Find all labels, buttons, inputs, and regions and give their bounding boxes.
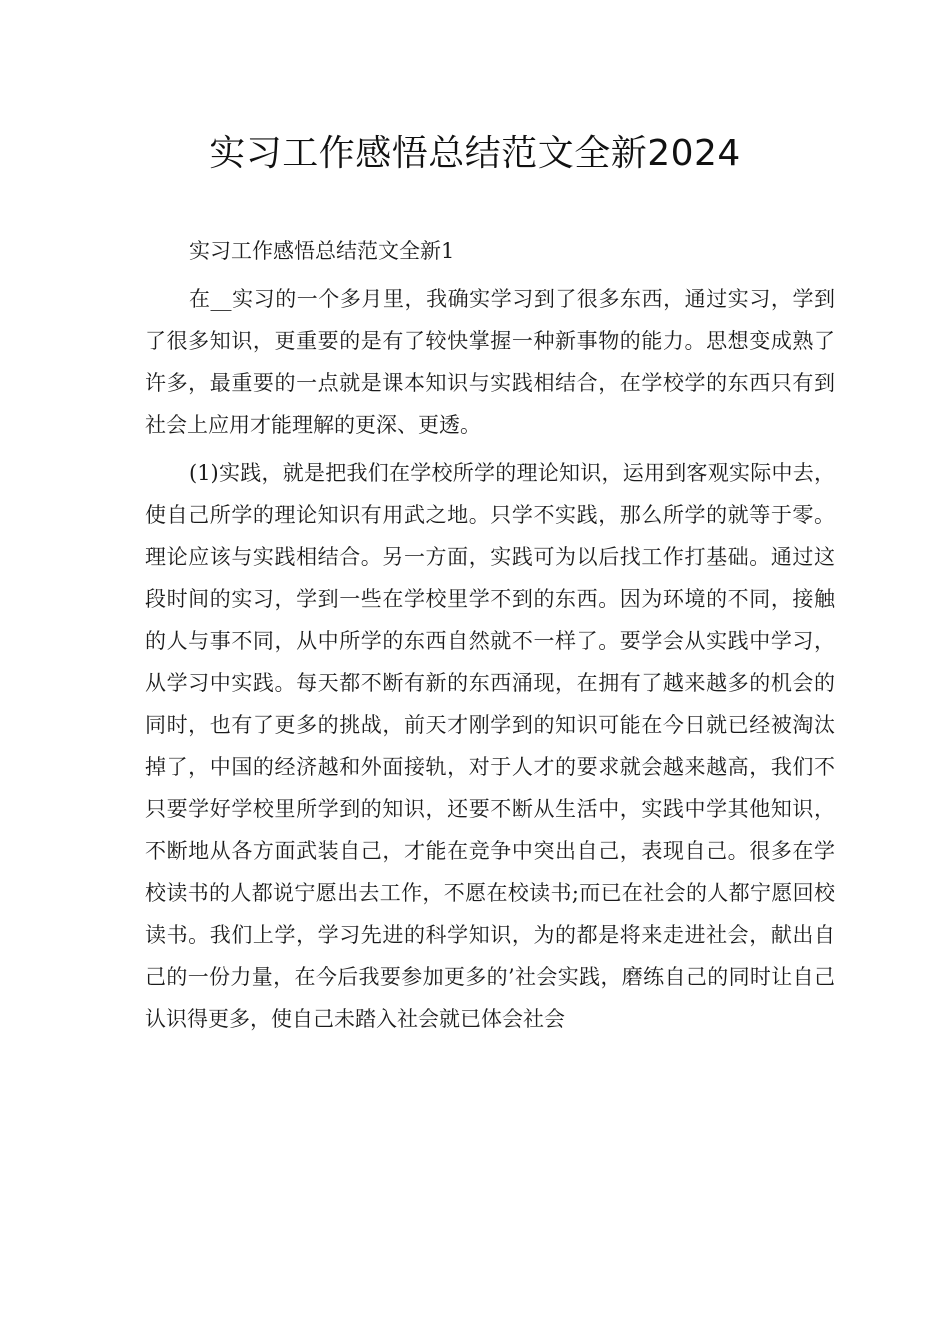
section-heading: 实习工作感悟总结范文全新1 xyxy=(189,239,455,263)
document-title: 实习工作感悟总结范文全新2024 xyxy=(209,133,741,174)
paragraph-2: (1)实践，就是把我们在学校所学的理论知识，运用到客观实际中去，使自己所学的理论知识有用武之地。只学不实践，那么所学的就等于零。理论应该与实践相结合。另一方面，实践可为以后找工作打基础。通过这段时间的实习，学到一些在学校里学不到的东西。因为环境的不同，接触的人与事不同，从中所学的东西自然就不一样了。要学会从实践中学习，从学习中实践。每天都不断有新的东西涌现，在拥有了越来越多的机会的同时，也有了更多的挑战，前天才刚学到的知识可能在今日就已经被淘汰掉了，中国的经济越和外面接轨，对于人才的要求就会越来越高，我们不只要学好学校里所学到的知识，还要不断从生活中，实践中学其他知识，不断地从各方面武装自己，才能在竞争中突出自己，表现自己。很多在学校读书的人都说宁愿出去工作，不愿在校读书;而已在社会的人都宁愿回校读书。我们上学，学习先进的科学知识，为的都是将来走进社会，献出自己的一份力量，在今后我要参加更多的’社会实践，磨练自己的同时让自己认识得更多，使自己未踏入社会就已体会社会 xyxy=(145,461,835,1031)
document-body xyxy=(145,230,835,1046)
paragraph-1: 在__实习的一个多月里，我确实学习到了很多东西，通过实习，学到了很多知识，更重要的是有了较快掌握一种新事物的能力。思想变成熟了许多，最重要的一点就是课本知识与实践相结合，在学校学的东西只有到社会上应用才能理解的更深、更透。 xyxy=(145,287,835,437)
